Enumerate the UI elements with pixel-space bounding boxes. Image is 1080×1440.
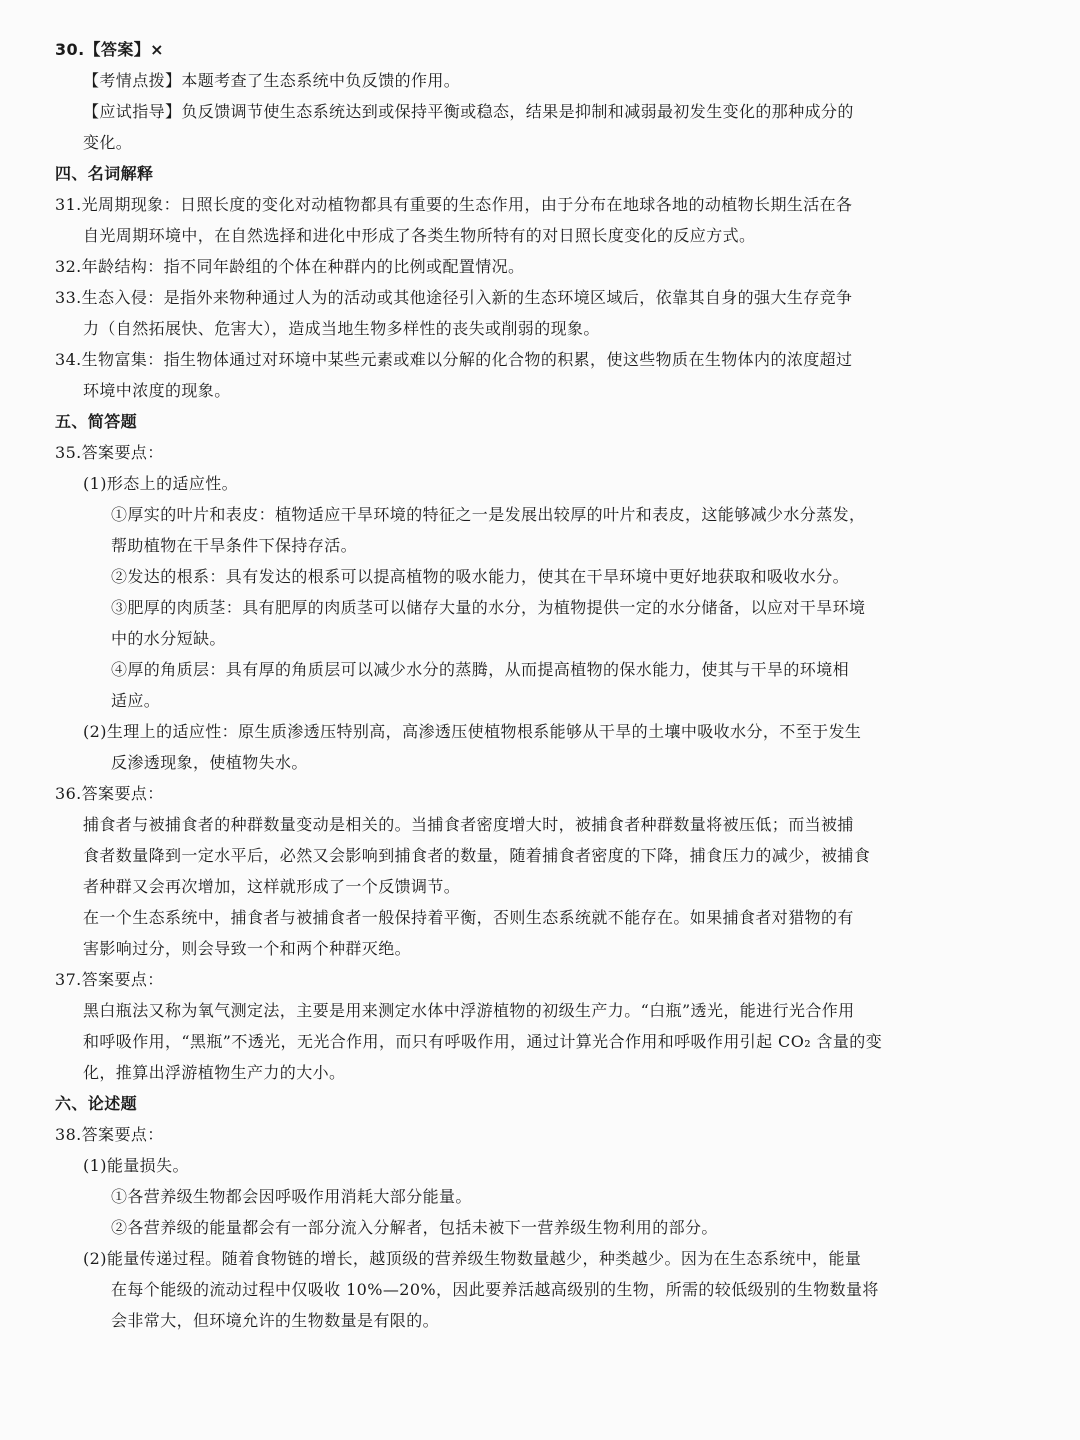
q35-point1-c-line2: 中的水分短缺。 bbox=[111, 629, 226, 648]
q35-point1-d-line2: 适应。 bbox=[111, 691, 161, 710]
q37-line1: 黑白瓶法又称为氧气测定法，主要是用来测定水体中浮游植物的初级生产力。“白瓶”透光，能进行光合作用 bbox=[83, 1001, 855, 1020]
q37-line3: 化，推算出浮游植物生产力的大小。 bbox=[83, 1063, 346, 1082]
q38-point1-a: ①各营养级生物都会因呼吸作用消耗大部分能量。 bbox=[111, 1187, 472, 1206]
q31-line2: 自光周期环境中，在自然选择和进化中形成了各类生物所特有的对日照长度变化的反应方式。 bbox=[83, 226, 756, 245]
q30-guide-line2: 变化。 bbox=[83, 133, 133, 152]
q36-line5: 害影响过分，则会导致一个和两个种群灭绝。 bbox=[83, 939, 412, 958]
q38-head: 38.答案要点： bbox=[55, 1125, 164, 1144]
q30-guide-line1: 【应试指导】负反馈调节使生态系统达到或保持平衡或稳态，结果是抑制和减弱最初发生变化的那种成分的 bbox=[83, 102, 854, 121]
q36-line4: 在一个生态系统中，捕食者与被捕食者一般保持着平衡，否则生态系统就不能存在。如果捕食者对猎物的有 bbox=[83, 908, 854, 927]
q34-line1: 34.生物富集：指生物体通过对环境中某些元素或难以分解的化合物的积累，使这些物质在生物体内的浓度超过 bbox=[55, 350, 853, 369]
q33-line1: 33.生态入侵：是指外来物种通过人为的活动或其他途径引入新的生态环境区域后，依靠其自身的强大生存竞争 bbox=[55, 288, 853, 307]
q35-point1-a-line2: 帮助植物在干旱条件下保持存活。 bbox=[111, 536, 358, 555]
q32-line1: 32.年龄结构：指不同年龄组的个体在种群内的比例或配置情况。 bbox=[55, 257, 525, 276]
q30-analysis: 【考情点拨】本题考查了生态系统中负反馈的作用。 bbox=[83, 71, 461, 90]
q34-line2: 环境中浓度的现象。 bbox=[83, 381, 231, 400]
q35-point1-c-line1: ③肥厚的肉质茎：具有肥厚的肉质茎可以储存大量的水分，为植物提供一定的水分储备，以应对干旱环境 bbox=[111, 598, 866, 617]
q38-point2-line3: 会非常大，但环境允许的生物数量是有限的。 bbox=[111, 1311, 440, 1330]
q30-answer: 30.【答案】× bbox=[55, 40, 164, 59]
q35-point1-a-line1: ①厚实的叶片和表皮：植物适应干旱环境的特征之一是发展出较厚的叶片和表皮，这能够减少水分蒸发， bbox=[111, 505, 866, 524]
q35-head: 35.答案要点： bbox=[55, 443, 164, 462]
q36-line1: 捕食者与被捕食者的种群数量变动是相关的。当捕食者密度增大时，被捕食者种群数量将被压低；而当被捕 bbox=[83, 815, 854, 834]
q38-point2-line1: (2)能量传递过程。随着食物链的增长，越顶级的营养级生物数量越少，种类越少。因为在生态系统中，能量 bbox=[83, 1249, 862, 1268]
q33-line2: 力（自然拓展快、危害大），造成当地生物多样性的丧失或削弱的现象。 bbox=[83, 319, 600, 338]
section-5-title: 五、简答题 bbox=[55, 412, 138, 431]
q36-line3: 者种群又会再次增加，这样就形成了一个反馈调节。 bbox=[83, 877, 461, 896]
q36-head: 36.答案要点： bbox=[55, 784, 164, 803]
q36-line2: 食者数量降到一定水平后，必然又会影响到捕食者的数量，随着捕食者密度的下降，捕食压力的减少，被捕食 bbox=[83, 846, 871, 865]
q35-point2-line2: 反渗透现象，使植物失水。 bbox=[111, 753, 308, 772]
q38-point1: (1)能量损失。 bbox=[83, 1156, 189, 1175]
q37-head: 37.答案要点： bbox=[55, 970, 164, 989]
q35-point1: (1)形态上的适应性。 bbox=[83, 474, 239, 493]
section-4-title: 四、名词解释 bbox=[55, 164, 154, 183]
q31-line1: 31.光周期现象：日照长度的变化对动植物都具有重要的生态作用，由于分布在地球各地的动植物长期生活在各 bbox=[55, 195, 853, 214]
q38-point2-line2: 在每个能级的流动过程中仅吸收 10%—20%，因此要养活越高级别的生物，所需的较低级别的生物数量将 bbox=[111, 1280, 879, 1299]
q35-point1-b: ②发达的根系：具有发达的根系可以提高植物的吸水能力，使其在干旱环境中更好地获取和吸收水分。 bbox=[111, 567, 850, 586]
q38-point1-b: ②各营养级的能量都会有一部分流入分解者，包括未被下一营养级生物利用的部分。 bbox=[111, 1218, 718, 1237]
q37-line2: 和呼吸作用，“黑瓶”不透光，无光合作用，而只有呼吸作用，通过计算光合作用和呼吸作用引起 CO₂ 含量的变 bbox=[83, 1032, 883, 1051]
section-6-title: 六、论述题 bbox=[55, 1094, 138, 1113]
q35-point2-line1: (2)生理上的适应性：原生质渗透压特别高，高渗透压使植物根系能够从干旱的土壤中吸收水分，不至于发生 bbox=[83, 722, 862, 741]
q35-point1-d-line1: ④厚的角质层：具有厚的角质层可以减少水分的蒸腾，从而提高植物的保水能力，使其与干旱的环境相 bbox=[111, 660, 850, 679]
